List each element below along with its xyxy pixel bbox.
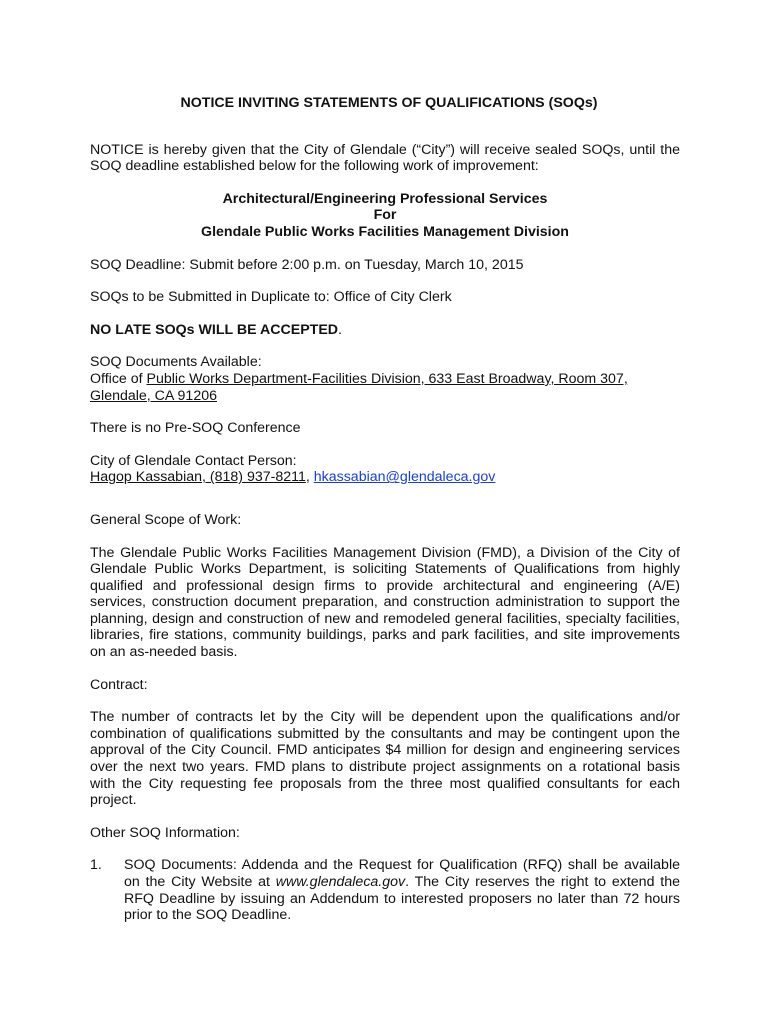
scope-heading: General Scope of Work:	[90, 511, 242, 528]
project-heading	[90, 191, 680, 241]
project-line-1: Architectural/Engineering Professional Services	[222, 190, 548, 207]
notice-intro: NOTICE is hereby given that the City of Glendale (“City”) will receive sealed SOQs, until the SOQ deadline established below for the following work of improvement:	[90, 141, 680, 175]
list-item-number: 1.	[90, 857, 102, 874]
contact-line	[90, 469, 680, 486]
contact-heading: City of Glendale Contact Person:	[90, 452, 297, 469]
documents-section	[90, 354, 680, 404]
contract-body: The number of contracts let by the City will be dependent upon the qualifications and/or combination of qualifications submitted by the consultants and may be contingent upon the approval of the City Council. FMD anticipates $4 million for design and engineering services over the next two years. FMD plans to distribute project assignments on a rotational basis with the City requesting fee proposals from the three most qualified consultants for each project.	[90, 709, 680, 809]
project-line-3: Glendale Public Works Facilities Management Division	[201, 223, 569, 240]
documents-address	[90, 371, 680, 388]
documents-heading: SOQ Documents Available:	[90, 354, 262, 371]
contract-heading: Contract:	[90, 676, 148, 693]
pre-soq-conference: There is no Pre-SOQ Conference	[90, 420, 301, 437]
contact-separator: ,	[305, 469, 314, 486]
address-line-1[interactable]: Public Works Department-Facilities Division, 633 East Broadway, Room 307,	[146, 370, 628, 387]
soq-deadline: SOQ Deadline: Submit before 2:00 p.m. on Tuesday, March 10, 2015	[90, 256, 524, 273]
list-item-text-b: . The City reserves the right to extend the RFQ Deadline by issuing an Addendum to interested proposers no later than 72 hours prior to the SOQ Deadline.	[124, 874, 680, 924]
list-item	[90, 857, 680, 923]
no-late-period: .	[338, 321, 342, 338]
list-item-text-a: SOQ Documents: Addenda and the Request for Qualification (RFQ) shall be available on the City Website at	[124, 857, 680, 890]
project-line-2: For	[373, 207, 397, 224]
documents-prefix: Office of	[90, 370, 147, 387]
scope-body: The Glendale Public Works Facilities Management Division (FMD), a Division of the City of Glendale Public Works Department, is soliciting Statements of Qualifications from highly qualified and professional design firms to provide architectural and engineering (A/E) services, construction document preparation, and construction administration to support the planning, design and construction of new and remodeled general facilities, specialty facilities, libraries, fire stations, community buildings, parks and park facilities, and site improvements on an as-needed basis.	[90, 544, 680, 661]
address-line-2[interactable]: Glendale, CA 91206	[90, 387, 217, 404]
contact-email-link[interactable]: hkassabian@glendaleca.gov	[313, 469, 496, 486]
list-item-text	[124, 857, 680, 923]
no-late-notice	[90, 322, 680, 339]
contact-name-phone: Hagop Kassabian, (818) 937-8211	[90, 469, 306, 486]
document-title: NOTICE INVITING STATEMENTS OF QUALIFICATIONS (SOQs)	[180, 95, 598, 111]
documents-address-2	[90, 388, 680, 405]
submit-to: SOQs to be Submitted in Duplicate to: Office of City Clerk	[90, 289, 452, 306]
website-text: www.glendaleca.gov	[275, 874, 406, 890]
contact-section	[90, 453, 680, 486]
other-info-heading: Other SOQ Information:	[90, 824, 240, 841]
document-page	[90, 95, 680, 924]
no-late-text: NO LATE SOQs WILL BE ACCEPTED	[90, 321, 339, 338]
